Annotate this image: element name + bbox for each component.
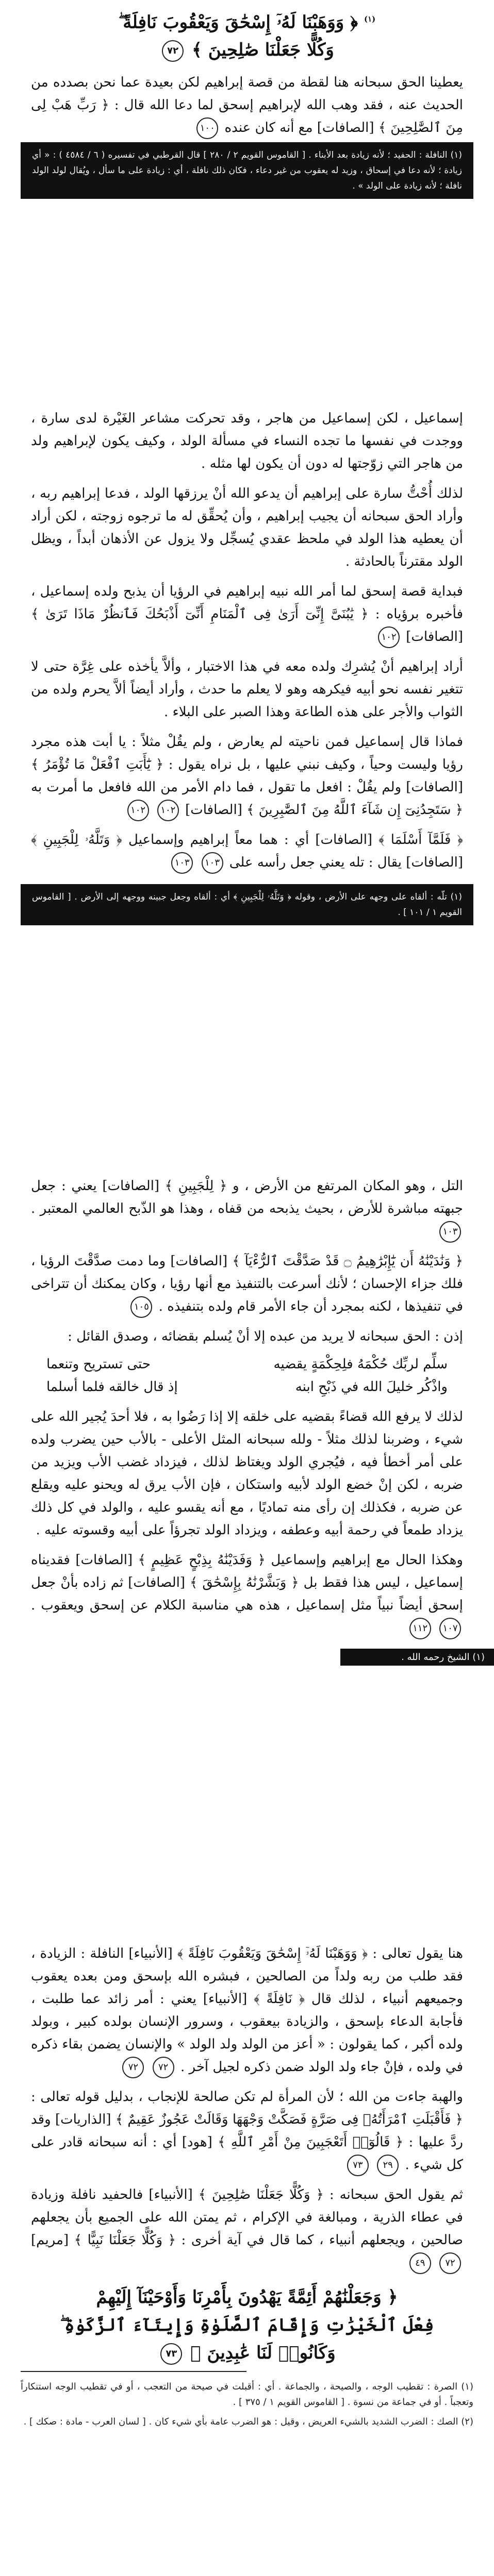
ayah-ref-marker: ٤٩: [409, 2252, 431, 2274]
ayah-ref-marker: ١٠٢: [127, 800, 149, 821]
page-gap: [0, 1917, 494, 1932]
ayah-ref-marker: ٧٣: [347, 2155, 369, 2176]
page2-p2: لذلك أُحْتُّ سارة على إبراهيم أن يدعو الله أنْ يرزقها الولد ، فدعا إبراهيم ربه ، وأراد الحق سبحانه أن يجيب إبراهيم ، وأن يُحقِّق له ما ترجوه زوجته ، لكن أراد أن يعطيه هذا الولد في ملحظ عقدي يُسجِّل ولا يزول عن الأذهان أبداً ، ويظل الولد مقترناً بالحادثة .: [31, 486, 463, 569]
verse-heading-72: [0, 5, 494, 36]
page3-p1: التل ، وهو المكان المرتفع من الأرض ، و ﴿ لِلْجَبِينِ ﴾ [الصافات] يعني : جعل جبهته مباشرة للأرض ، بحيث يذبحه من قفاه ، وهذا هو الذّبح العالمي المعتبر .: [31, 1178, 463, 1216]
page1-paragraph: يعطينا الحق سبحانه هنا لقطة من قصة إبراهيم لكن بعيدة عما نحن بصدده من الحديث عنه ، فقد وهب الله لإبراهيم إسحق لما دعا الله قال : ﴿ رَبِّ هَبْ لِى مِنَ ٱلصَّٰلِحِينَ ﴾ [الصافات] مع أنه كان عنده: [31, 75, 463, 136]
poem-line1-a: سلِّم لربِّك حُكْمَهُ فلِحِكْمَةٍ يقضيه: [273, 1357, 448, 1372]
verse-heading-73: [0, 2283, 494, 2367]
page-gap: [0, 355, 494, 397]
verse-number-marker: ٧٢: [162, 40, 184, 62]
page1-footnote-text: (١) النافلة : الحفيد ؛ لأنه زيادة بعد الأبناء . [ القاموس القويم ٢ / ٢٨٠ ] قال القرطبي في تفسيره ( ٦ / ٤٥٨٤ ) : « أي زيادة ؛ لأنه دعا في إسحاق ، وزيد له يعقوب من غير دعاء ، فكان ذلك نافلة ، أي : زيادة على ما سأل ، ويُقال لولد الولد نافلة ؛ لأنه زيادة على الولد » .: [32, 150, 463, 192]
ayah-ref-marker: ١١٢: [409, 1618, 431, 1639]
page2-footnote: [21, 884, 473, 925]
page3-p5: وهكذا الحال مع إبراهيم وإسماعيل ﴿ وَفَدَيْنَٰهُ بِذِبْحٍ عَظِيمٍ ﴾ [الصافات] فقديناه إسماعيل ، ليس هذا فقط بل ﴿ وَبَشَّرْنَٰهُ بِإِسْحَٰقَ ﴾ [الصافات] ثم زاده بأنْ جعل إسحق أيضاً نبياً مثل إسماعيل ، هذه هي مناسبة الكلام عن إسحق ويعقوب .: [31, 1552, 463, 1613]
page1-footnote: [21, 142, 473, 199]
page-gap: [0, 1128, 494, 1164]
page-1: [0, 0, 494, 355]
page3-body: [0, 1175, 494, 1639]
page4-footnote-2: (٢) الصك : الضرب الشديد بالشيء العريض ، وقيل : هو الضرب عامة بأي شيء كان . [ لسان العرب - مادة : صكك ] .: [23, 2416, 473, 2427]
page4-footnotes: [0, 2374, 494, 2430]
page3-footnote-text: (١) الشيخ رحمه الله .: [401, 1652, 485, 1663]
poem-line2-b: إذ قال خالقه فلما أسلما: [46, 1379, 178, 1395]
page4-footnote-1: (١) الصرة : تقطيب الوجه ، والصيحة ، والجماعة . أي : أقبلت في صيحة من التعجب ، أو في تقطيب الوجه استنكاراً وتعجباً . أو في جماعة من نسوة . [ القاموس القويم ١ / ٣٧٥ ] .: [21, 2381, 473, 2408]
ayah-ref-marker: ١٠٢: [157, 800, 179, 821]
verse-number-marker: ٧٣: [160, 2343, 182, 2365]
verse2-line-1: ﴿ وَجَعَلْنَٰهُمْ أَئِمَّةً يَهْدُونَ بِأَمْرِنَا وَأَوْحَيْنَآ إِلَيْهِمْ: [96, 2287, 398, 2308]
ayah-ref-marker: ١٠٢: [378, 626, 400, 648]
page3-p3: إذن : الحق سبحانه لا يريد من عبده إلا أنْ يُسلم بقضائه ، وصدق القائل :: [68, 1329, 463, 1344]
page3-footnote: [340, 1649, 494, 1666]
ayah-ref-marker: ١٠٣: [439, 1221, 461, 1243]
page2-p6: ﴿ فَلَمَّآ أَسْلَمَا ﴾ [الصافات] أي : هما معاً إبراهيم وإسماعيل ﴿ وَتَلَّهُۥ لِلْجَبِينِ ﴾ [الصافات] يقال : تله يعني جعل رأسه على: [31, 832, 463, 870]
page1-body: [0, 71, 494, 139]
page-2: [0, 397, 494, 1128]
page3-p4: لذلك لا يرفع الله قضاءً بقضيه على خلقه إلا إذا رَضُوا به ، فلا أحدَ يُجير الله على شيء ، وضربنا لذلك مثلاً - ولله سبحانه المثل الأعلى - بالأب حين يضرب ولده على أمر أخطأ فيه ، فيُجري الولد ويغتاظ لذلك ، فيزداد غضب الأب ويزيد من ضربه ، لكن إنْ خضع الولد لأبيه واستكان ، فإن الأب يرق له ويحنو عليه ويقلع عن ضربه ، فكذلك إن رأى منه تماديًا ، مع أنه يقسو عليه ، والولد في كل ذلك يزداد طمعاً في رحمة أبيه وعطفه ، ويزداد الولد تجرؤاً على أبيه وقسوته عليه .: [31, 1409, 463, 1538]
verse2-line-3: وَكَانُوا۟ لَنَا عَٰبِدِينَ ﴾: [190, 2343, 336, 2363]
verse-line-1: ﴿ وَوَهَبْنَا لَهُۥٓ إِسْحَٰقَ وَيَعْقُوبَ نَافِلَةً ۖ: [118, 12, 358, 33]
ayah-ref-marker: ١٠٧: [439, 1618, 461, 1639]
page2-p4: أراد إبراهيم أنْ يُشرِك ولده معه في هذا الاختبار ، وألاَّ يأخذه على غِرَّة حتى لا تتغير نفسه نحو أبيه فيكرهه وهو لا يعلم ما حدث ، وأراد أيضاً ألاَّ يحرم ولده من الثواب والأجر على هذه الطاعة وهذا الصبر على البلاء .: [31, 659, 463, 720]
footnote-marker: (١): [364, 14, 376, 24]
page2-footnote-text: (١) تلّه : ألقاه على وجهه على الأرض ، وقوله ﴿ وَتَلَّهُۥ لِلْجَبِينِ ﴾ أي : ألقاه وجعل جبينه ووجهه إلى الأرض . [ القاموس القويم ١ / ١٠١ ] .: [32, 892, 462, 918]
verse-heading-72-line2: [0, 36, 494, 64]
verse2-line-2: فِعْلَ ٱلْخَيْرَٰتِ وَإِقَامَ ٱلصَّلَوٰةِ وَإِيتَآءَ ٱلزَّكَوٰةِ ۖ: [60, 2315, 434, 2335]
page4-p3: ثم يقول الحق سبحانه : ﴿ وَكُلًّا جَعَلْنَا صَٰلِحِينَ ﴾ [الأنبياء] فالحفيد نافلة وزيادة في عطاء الذرية ، ومبالغة في الإكرام ، ثم يمتن الله على الجميع بأن يجعلهم صالحين ، ويجعلهم أنبياء ، كما قال في آية أخرى : ﴿ وَكُلًّا جَعَلْنَا نَبِيًّا ﴾ [مريم]: [31, 2187, 463, 2248]
page2-p3: فبداية قصة إسحق لما أمر الله نبيه إبراهيم في الرؤيا أن يذبح ولده إسماعيل ، فأخبره برؤياه : ﴿ يَٰبُنَىَّ إِنِّىٓ أَرَىٰ فِى ٱلْمَنَامِ أَنِّىٓ أَذْبَحُكَ فَٱنظُرْ مَاذَا تَرَىٰ ﴾ [الصافات]: [31, 584, 463, 645]
ayah-ref-marker: ١٠٣: [171, 852, 193, 874]
poem-line2-a: واذْكُر خليلَ الله في ذَبْحِ ابنه: [295, 1379, 448, 1395]
ayah-ref-marker: ٧٢: [122, 2057, 144, 2078]
poem-line1-b: حتى تستريح وتنعما: [46, 1357, 151, 1372]
ayah-ref-marker: ١٠٣: [202, 852, 223, 874]
page4-body: [0, 1942, 494, 2274]
page4-p1: هنا يقول تعالى : ﴿ وَوَهَبْنَا لَهُۥٓ إِسْحَٰقَ وَيَعْقُوبَ نَافِلَةً ﴾ [الأنبياء] النافلة : الزيادة ، فقد طلب من ربه ولداً من الصالحين ، فبشره الله بإسحق ومن بعده يعقوب وجميعهم أنبياء ، لذلك قال ﴿ نَافِلَةً ﴾ [الأنبياء] يعني : أمر زائد عما طلبت ، فأجابة الدعاء بإسحق ، والزيادة بيعقوب ، وسرور الإنسان بولده كبير ، وبولد ولده أكبر ، كما يقولون : « أعز من الولد ولد الولد » والإنسان يضمن بقاء ذكره في ولده ، فإنْ جاء ولد الولد ضمن ذكره لجيل آخر .: [31, 1946, 463, 2075]
page-3: [0, 1164, 494, 1917]
poem: [31, 1376, 463, 1398]
page2-p1: إسماعيل ، لكن إسماعيل من هاجر ، وقد تحركت مشاعر الغَيْرة لدى سارة ، ووجدت في نفسها ما تجده النساء في مسألة الولد ، وكيف يكون لإبراهيم ولد من هاجر التي زوّجتها له دون أن يكون لها مثله .: [31, 411, 463, 471]
ayah-ref-marker: ٧٢: [439, 2252, 461, 2274]
page4-p2: والهبة جاءت من الله ؛ لأن المرأة لم تكن صالحة للإنجاب ، بدليل قوله تعالى : ﴿ فَأَقْبَلَتِ ٱمْرَأَتُهُۥ فِى صَرَّةٍ فَصَكَّتْ وَجْهَهَا وَقَالَتْ عَجُوزٌ عَقِيمٌ ﴾ [الذاريات] وقد ردَّ عليها : ﴿ قَالُوٓا۟ أَتَعْجَبِينَ مِنْ أَمْرِ ٱللَّهِ ﴾ [هود] أي : أنه سبحانه قادر على كل شيء .: [31, 2089, 463, 2173]
ayah-ref-marker: ١٠٥: [130, 1296, 152, 1318]
footnote-divider: [21, 2371, 246, 2372]
ayah-ref-marker: ١٠٠: [196, 117, 218, 139]
page2-p5: فماذا قال إسماعيل فمن ناحيته لم يعارض ، ولم يقُلْ مثلاً : يا أبت هذه مجرد رؤيا وليست وحياً ، وكيف نبني عليها ، بل نراه يقول : ﴿ يَٰٓأَبَتِ ٱفْعَلْ مَا تُؤْمَرُ ﴾ [الصافات] ولم يقُلْ : افعل ما تقول ، فما دام الأمر من الله فافعل ما أمرت به ﴿ سَتَجِدُنِىٓ إِن شَآءَ ٱللَّهُ مِنَ ٱلصَّٰبِرِينَ ﴾ [الصافات]: [31, 734, 463, 818]
poem: [31, 1353, 463, 1376]
page3-p2: ﴿ وَنَٰدَيْنَٰهُ أَن يَٰٓإِبْرَٰهِيمُ ۝ قَدْ صَدَّقْتَ ٱلرُّءْيَآ ﴾ [الصافات] وما دمت صدَّقْتَ الرؤيا ، فلك جزاء الإحسان ؛ لأنك أسرعت بالتنفيذ مع أنها رؤيا ، وكان يمكنك أن تتراخى في تنفيذها ، لكنه بمجرد أن جاء الأمر قام ولده بتنفيذه .: [31, 1253, 463, 1314]
verse-line-2: وَكُلًّا جَعَلْنَا صَٰلِحِينَ ﴾: [192, 40, 334, 61]
page2-body: [0, 407, 494, 874]
ayah-ref-marker: ٢٩: [377, 2155, 399, 2176]
ayah-ref-marker: ٧٢: [153, 2057, 174, 2078]
page-4: [0, 1932, 494, 2576]
